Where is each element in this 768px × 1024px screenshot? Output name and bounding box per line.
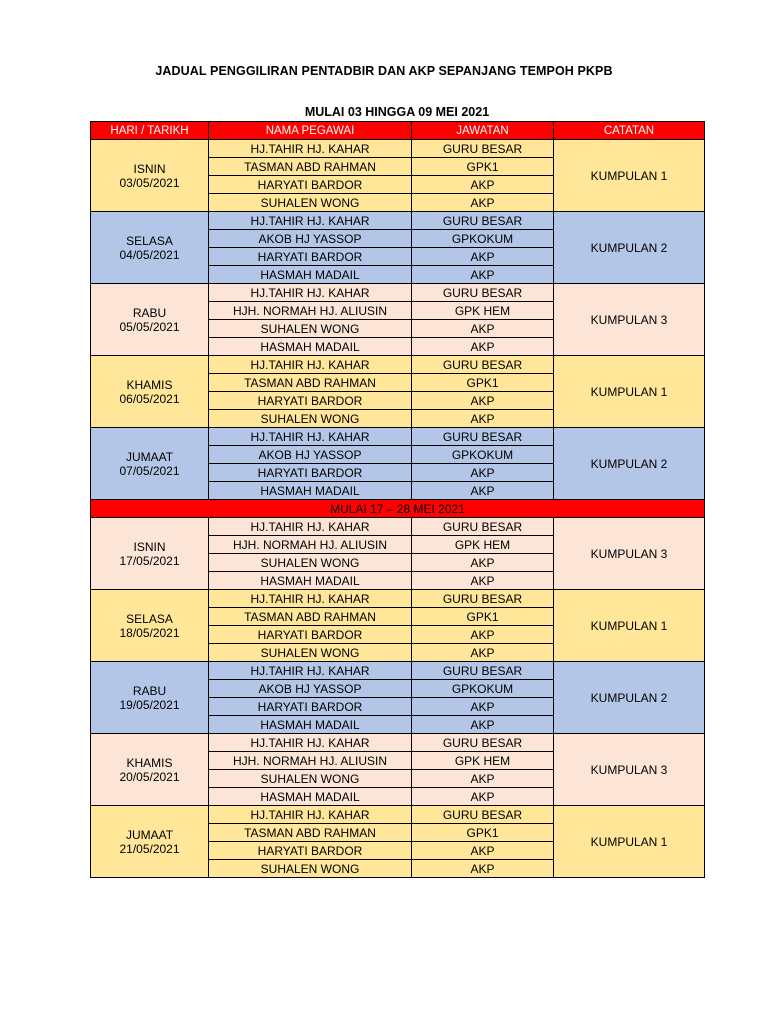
- catatan-cell: KUMPULAN 3: [554, 734, 705, 806]
- officer-position: AKP: [412, 554, 554, 572]
- day-date: 19/05/2021: [119, 697, 180, 712]
- officer-position: AKP: [412, 320, 554, 338]
- officer-name: HJ.TAHIR HJ. KAHAR: [209, 356, 412, 374]
- header-row: [91, 122, 705, 140]
- officer-name: TASMAN ABD RAHMAN: [209, 608, 412, 626]
- day-name: RABU: [132, 305, 167, 320]
- officer-position: AKP: [412, 482, 554, 500]
- officer-position: AKP: [412, 698, 554, 716]
- officer-name: SUHALEN WONG: [209, 770, 412, 788]
- officer-name: HJ.TAHIR HJ. KAHAR: [209, 662, 412, 680]
- day-cell: [91, 662, 209, 734]
- table-row: [91, 356, 705, 374]
- officer-name: HJH. NORMAH HJ. ALIUSIN: [209, 302, 412, 320]
- day-cell: [91, 356, 209, 428]
- officer-name: SUHALEN WONG: [209, 194, 412, 212]
- catatan-cell: KUMPULAN 2: [554, 212, 705, 284]
- table-row: [91, 212, 705, 230]
- schedule-table: [90, 121, 705, 878]
- header-jawatan: JAWATAN: [412, 122, 554, 140]
- day-name: RABU: [132, 683, 167, 698]
- officer-position: AKP: [412, 392, 554, 410]
- day-cell: [91, 140, 209, 212]
- officer-name: HJ.TAHIR HJ. KAHAR: [209, 284, 412, 302]
- table-row: [91, 662, 705, 680]
- officer-name: HASMAH MADAIL: [209, 788, 412, 806]
- officer-position: GPK HEM: [412, 536, 554, 554]
- day-cell: [91, 806, 209, 878]
- officer-position: AKP: [412, 860, 554, 878]
- day-date: 21/05/2021: [119, 841, 180, 856]
- schedule-body: [91, 122, 705, 878]
- table-row: [91, 140, 705, 158]
- section-2-row: [91, 500, 705, 518]
- officer-position: AKP: [412, 176, 554, 194]
- catatan-cell: KUMPULAN 1: [554, 590, 705, 662]
- officer-position: AKP: [412, 788, 554, 806]
- officer-position: GURU BESAR: [412, 734, 554, 752]
- day-cell: [91, 284, 209, 356]
- day-cell: [91, 590, 209, 662]
- day-date: 18/05/2021: [119, 625, 180, 640]
- day-cell: [91, 212, 209, 284]
- officer-name: AKOB HJ YASSOP: [209, 446, 412, 464]
- officer-position: GPKOKUM: [412, 446, 554, 464]
- day-name: SELASA: [126, 611, 173, 626]
- officer-name: HASMAH MADAIL: [209, 266, 412, 284]
- officer-name: HJ.TAHIR HJ. KAHAR: [209, 212, 412, 230]
- officer-position: GURU BESAR: [412, 428, 554, 446]
- table-row: [91, 734, 705, 752]
- officer-name: HJ.TAHIR HJ. KAHAR: [209, 140, 412, 158]
- officer-name: HASMAH MADAIL: [209, 338, 412, 356]
- officer-position: GPK1: [412, 608, 554, 626]
- header-nama-pegawai: NAMA PEGAWAI: [209, 122, 412, 140]
- day-name: KHAMIS: [126, 377, 173, 392]
- day-name: ISNIN: [133, 161, 166, 176]
- catatan-cell: KUMPULAN 3: [554, 518, 705, 590]
- officer-name: AKOB HJ YASSOP: [209, 680, 412, 698]
- officer-name: TASMAN ABD RAHMAN: [209, 824, 412, 842]
- officer-name: AKOB HJ YASSOP: [209, 230, 412, 248]
- officer-name: HJ.TAHIR HJ. KAHAR: [209, 428, 412, 446]
- officer-name: HARYATI BARDOR: [209, 842, 412, 860]
- day-name: JUMAAT: [125, 449, 174, 464]
- day-cell: [91, 518, 209, 590]
- officer-position: GURU BESAR: [412, 662, 554, 680]
- officer-position: GURU BESAR: [412, 284, 554, 302]
- day-date: 04/05/2021: [119, 247, 180, 262]
- officer-position: GURU BESAR: [412, 140, 554, 158]
- officer-position: AKP: [412, 248, 554, 266]
- officer-position: GPKOKUM: [412, 680, 554, 698]
- day-name: KHAMIS: [126, 755, 173, 770]
- day-cell: [91, 428, 209, 500]
- day-date: 20/05/2021: [119, 769, 180, 784]
- section-1-title: MULAI 03 HINGGA 09 MEI 2021: [304, 105, 490, 119]
- day-date: 06/05/2021: [119, 391, 180, 406]
- officer-name: HARYATI BARDOR: [209, 698, 412, 716]
- table-row: [91, 590, 705, 608]
- officer-name: HJH. NORMAH HJ. ALIUSIN: [209, 752, 412, 770]
- day-name: ISNIN: [133, 539, 166, 554]
- officer-name: HJ.TAHIR HJ. KAHAR: [209, 590, 412, 608]
- catatan-cell: KUMPULAN 2: [554, 662, 705, 734]
- officer-position: AKP: [412, 338, 554, 356]
- officer-position: GURU BESAR: [412, 212, 554, 230]
- officer-position: GPKOKUM: [412, 230, 554, 248]
- officer-name: SUHALEN WONG: [209, 644, 412, 662]
- officer-name: HASMAH MADAIL: [209, 716, 412, 734]
- officer-position: AKP: [412, 464, 554, 482]
- officer-position: AKP: [412, 626, 554, 644]
- officer-position: AKP: [412, 716, 554, 734]
- officer-name: SUHALEN WONG: [209, 860, 412, 878]
- day-date: 05/05/2021: [119, 319, 180, 334]
- day-date: 17/05/2021: [119, 553, 180, 568]
- officer-position: GURU BESAR: [412, 590, 554, 608]
- catatan-cell: KUMPULAN 1: [554, 806, 705, 878]
- officer-position: GPK1: [412, 374, 554, 392]
- officer-name: HARYATI BARDOR: [209, 248, 412, 266]
- officer-name: TASMAN ABD RAHMAN: [209, 158, 412, 176]
- header-catatan: CATATAN: [554, 122, 705, 140]
- officer-name: HASMAH MADAIL: [209, 572, 412, 590]
- table-row: [91, 284, 705, 302]
- officer-position: AKP: [412, 644, 554, 662]
- officer-position: GURU BESAR: [412, 356, 554, 374]
- table-row: [91, 518, 705, 536]
- day-name: SELASA: [126, 233, 173, 248]
- officer-name: SUHALEN WONG: [209, 554, 412, 572]
- officer-name: HJ.TAHIR HJ. KAHAR: [209, 518, 412, 536]
- officer-name: HARYATI BARDOR: [209, 464, 412, 482]
- header-hari-tarikh: HARI / TARIKH: [91, 122, 209, 140]
- officer-position: AKP: [412, 842, 554, 860]
- table-row: [91, 806, 705, 824]
- catatan-cell: KUMPULAN 1: [554, 356, 705, 428]
- catatan-cell: KUMPULAN 3: [554, 284, 705, 356]
- officer-position: AKP: [412, 572, 554, 590]
- officer-name: SUHALEN WONG: [209, 320, 412, 338]
- document-title: JADUAL PENGGILIRAN PENTADBIR DAN AKP SEPANJANG TEMPOH PKPB: [155, 64, 613, 78]
- officer-position: GPK HEM: [412, 752, 554, 770]
- officer-name: HJH. NORMAH HJ. ALIUSIN: [209, 536, 412, 554]
- officer-name: HJ.TAHIR HJ. KAHAR: [209, 734, 412, 752]
- table-row: [91, 428, 705, 446]
- officer-position: AKP: [412, 266, 554, 284]
- officer-position: GPK1: [412, 824, 554, 842]
- officer-position: GPK1: [412, 158, 554, 176]
- officer-position: AKP: [412, 410, 554, 428]
- officer-name: TASMAN ABD RAHMAN: [209, 374, 412, 392]
- officer-name: HJ.TAHIR HJ. KAHAR: [209, 806, 412, 824]
- officer-name: SUHALEN WONG: [209, 410, 412, 428]
- officer-name: HARYATI BARDOR: [209, 176, 412, 194]
- officer-name: HARYATI BARDOR: [209, 392, 412, 410]
- day-name: JUMAAT: [125, 827, 174, 842]
- officer-name: HASMAH MADAIL: [209, 482, 412, 500]
- day-date: 03/05/2021: [119, 175, 180, 190]
- catatan-cell: KUMPULAN 2: [554, 428, 705, 500]
- officer-position: GPK HEM: [412, 302, 554, 320]
- officer-position: GURU BESAR: [412, 806, 554, 824]
- day-date: 07/05/2021: [119, 463, 180, 478]
- officer-position: AKP: [412, 194, 554, 212]
- section-2-title: MULAI 17 – 28 MEI 2021: [91, 500, 705, 518]
- day-cell: [91, 734, 209, 806]
- catatan-cell: KUMPULAN 1: [554, 140, 705, 212]
- officer-position: GURU BESAR: [412, 518, 554, 536]
- officer-name: HARYATI BARDOR: [209, 626, 412, 644]
- officer-position: AKP: [412, 770, 554, 788]
